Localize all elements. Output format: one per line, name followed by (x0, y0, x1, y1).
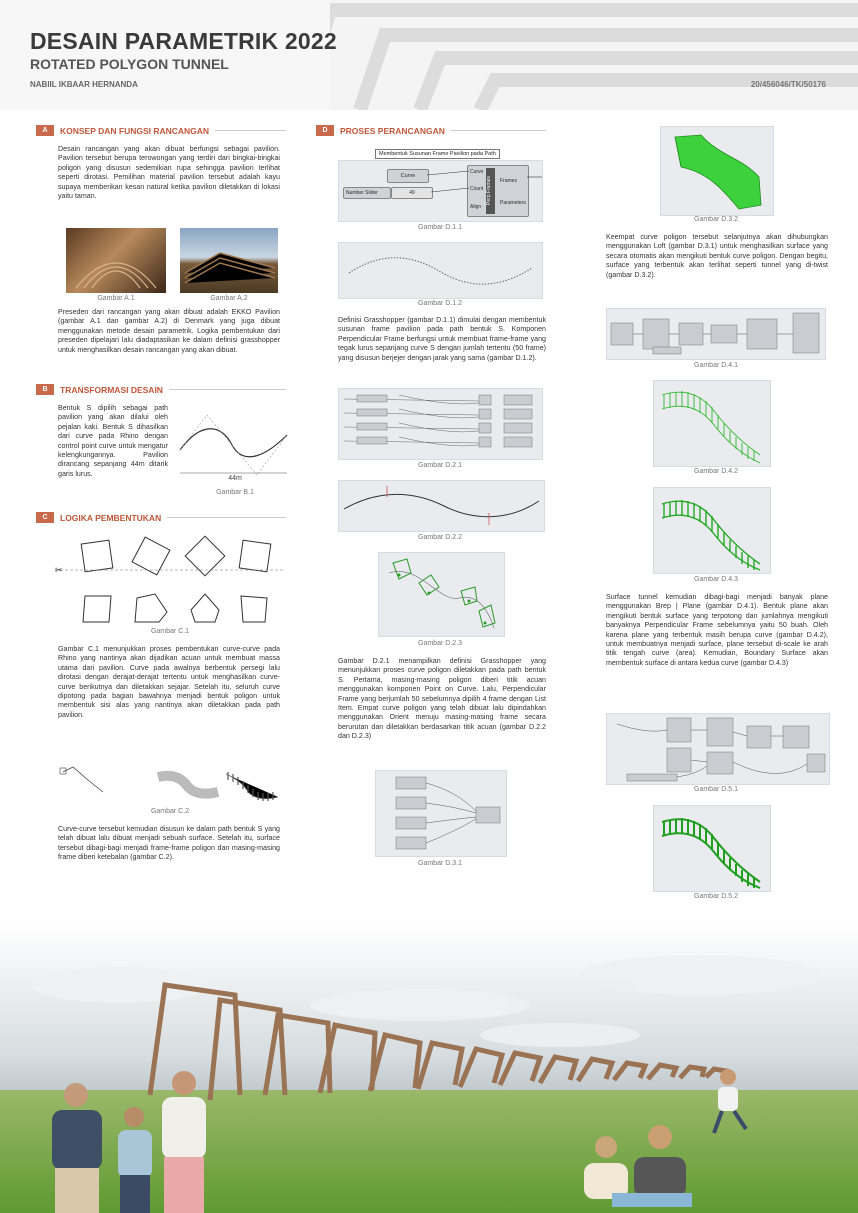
polygons-on-path-d23 (378, 552, 505, 637)
section-d-badge: D (316, 125, 334, 136)
dimension-label: 44m (228, 475, 242, 482)
section-d-paragraph-4: Surface tunnel kemudian dibagi-bagi menjadi banyak plane menggunakan Brep | Plane (gambar D.4.1). Bentuk plane akan mengikuti bentuk surface yang terpotong dan jumlahnya mengikuti banyaknya Perpendicular Frame sebelumnya yaitu 50 buah. Oleh karena plane yang terbentuk masih berupa curve (gambar D.4.2), untuk membuatnya menjadi surface, plane tersebut di-scale ke arah titik tengah curve (area). Kemudian, Boundary Surface akan membentuk surface di antara kedua curve (gambar D.4.3) (606, 593, 828, 667)
gh-slider-value: 49 (391, 187, 433, 199)
section-c-title: LOGIKA PEMBENTUKAN (60, 512, 162, 523)
caption-a1: Gambar A.1 (97, 295, 135, 302)
path-view-d22 (338, 480, 545, 532)
precedent-photo-a1 (66, 228, 166, 293)
grasshopper-definition-d51 (606, 713, 830, 785)
section-d-paragraph-3: Keempat curve poligon tersebut selanjutnya akan dihubungkan menggunakan Loft (gambar D.3.1) untuk menghasilkan surface yang secara otomatis akan mengikuti bentuk curve poligon. Dengan begitu, surface yang terbentuk akan terlihat seperti tunnel yang di-twist (gambar D.3.2). (606, 233, 828, 279)
caption-c1: Gambar C.1 (150, 628, 190, 635)
section-b-badge: B (36, 384, 54, 395)
gh-input-align: Align (470, 204, 482, 210)
section-d-paragraph-1: Definisi Grasshopper (gambar D.1.1) dimulai dengan membentuk susunan frame pavilion pada path bentuk S. Komponen Perpendicular Frame berfungsi untuk membuat frame-frame yang tegak lurus sepanjang curve S dengan jumlah tertentu (50 frame) yang disusun berjejer dengan jarak yang sama (gambar D.1.2). (338, 316, 546, 362)
caption-d42: Gambar D.4.2 (694, 468, 738, 475)
section-a-title: KONSEP DAN FUNGSI RANCANGAN (60, 125, 210, 136)
grasshopper-definition-d31 (375, 770, 507, 857)
gh-component-name: Perp Frames (486, 168, 495, 214)
section-c-badge: C (36, 512, 54, 523)
gh-input-curve: Curve (470, 169, 484, 175)
author-name: NABIIL IKBAAR HERNANDA (30, 80, 138, 89)
svg-text:✂: ✂ (55, 565, 63, 575)
page-subtitle: ROTATED POLYGON TUNNEL (30, 56, 229, 72)
caption-d23: Gambar D.2.3 (418, 640, 462, 647)
section-b-title: TRANSFORMASI DESAIN (60, 384, 163, 395)
precedent-photo-a2 (180, 228, 278, 293)
caption-d52: Gambar D.5.2 (694, 893, 738, 900)
caption-d32: Gambar D.3.2 (694, 216, 738, 223)
section-c-header (36, 512, 286, 523)
section-b-paragraph: Bentuk S dipilih sebagai path pavilion yang akan dilalui oleh pejalan kaki. Bentuk S dihasilkan dari curve pada Rhino dengan control point curve untuk mengatur kelengkungannya. Pavilion dirancang sepanjang 44m ditarik garis lurus. (58, 404, 168, 478)
section-a-paragraph-2: Preseden dari rancangan yang akan dibuat adalah EKKO Pavilion (gambar A.1 dan gambar A.2) di Denmark yang juga dibuat menggunakan metode desain parametrik. Logika pembentukan dari preseden dipelajari lalu diadaptasikan ke dalam definisi grasshopper untuk menghasilkan desain rancangan yang akan dibuat. (58, 308, 280, 354)
section-a-badge: A (36, 125, 54, 136)
grasshopper-definition-d41 (606, 308, 826, 360)
section-d-header (316, 125, 546, 136)
caption-a2: Gambar A.2 (210, 295, 248, 302)
caption-d43: Gambar D.4.3 (694, 576, 738, 583)
gh-output-frames: Frames (500, 178, 517, 184)
caption-d51: Gambar D.5.1 (694, 786, 738, 793)
caption-d12: Gambar D.1.2 (418, 300, 462, 307)
caption-d21: Gambar D.2.1 (418, 462, 462, 469)
gh-group-label: Membentuk Susunan Frame Pavilion pada Path (375, 149, 500, 159)
header-background (0, 0, 858, 110)
header-arch-graphic (0, 0, 858, 110)
site-render-image (0, 925, 858, 1213)
section-d-title: PROSES PERANCANGAN (340, 125, 445, 136)
gh-curve-param: Curve (387, 169, 429, 183)
curve-to-frame-diagram (58, 762, 283, 807)
section-a-header (36, 125, 286, 136)
lofted-surface-d32 (660, 126, 774, 216)
section-b-header (36, 384, 286, 395)
grasshopper-definition-d21 (338, 388, 543, 460)
caption-c2: Gambar C.2 (150, 808, 190, 815)
grasshopper-definition-d11 (338, 151, 543, 222)
caption-d31: Gambar D.3.1 (418, 860, 462, 867)
polygon-rotation-diagram (55, 530, 285, 630)
section-d-paragraph-2: Gambar D.2.1 menampilkan definisi Grasshopper yang menunjukkan proses curve poligon diletakkan pada path bentuk S. Pertama, masing-masing poligon diberi titik acuan menggunakan komponen Point on Curve. Lalu, Perpendicular Frame yang berjumlah 50 sebelumnya dipilih 4 frame dengan List Item. Empat curve poligon yang telah dibuat lalu dipindahkan menggunakan Orient menuju masing-masing frame secara berurutan dan diletakkan berdasarkan titik acuan (gambar D.2.2 dan D.2.3) (338, 657, 546, 741)
caption-d41: Gambar D.4.1 (694, 362, 738, 369)
section-c-paragraph-1: Gambar C.1 menunjukkan proses pembentukan curve-curve pada Rhino yang nantinya akan dijadikan acuan untuk membuat massa utama dari pavilion. Curve pada awalnya berbentuk persegi lalu dirotasi dengan derajat-derajat tertentu untuk menghasilkan curve-curve berikutnya dan diletakkan sejajar. Setelah itu, seluruh curve dipotong pada bagian bawahnya menjadi bentuk poligon untuk membentuk sisi alas yang nantinya akan diletakkan pada path pavilion. (58, 645, 280, 719)
page-title: DESAIN PARAMETRIK 2022 (30, 28, 337, 54)
section-c-paragraph-2: Curve-curve tersebut kemudian disusun ke dalam path bentuk S yang telah dibuat lalu dibuat menjadi sebuah surface. Setelah itu, surface tersebut dibagi-bagi menjadi frame-frame poligon dan masing-masing frame diberi ketebalan (gambar C.2). (58, 825, 280, 862)
gh-input-count: Count (470, 186, 484, 192)
caption-d22: Gambar D.2.2 (418, 534, 462, 541)
boundary-surfaces-d43 (653, 487, 771, 574)
caption-b1: Gambar B.1 (216, 489, 254, 496)
gh-output-parameters: Parameters (500, 200, 526, 206)
section-a-paragraph-1: Desain rancangan yang akan dibuat berfungsi sebagai pavilion. Pavilion tersebut berupa terowongan yang terdiri dari bingkai-bingkai poligon yang disusun sedemikian rupa sehingga pavilion terlihat seperti dirotasi. Pemilihan material pavilion tersebut adalah kayu supaya memberikan kesan natural ketika pavilion diletakkan di lokasi yaitu taman. (58, 145, 280, 201)
frames-on-path-d12 (338, 242, 543, 299)
plane-curves-d42 (653, 380, 771, 467)
student-id: 20/456046/TK/50176 (750, 80, 826, 89)
gh-number-slider: Number Slider (343, 187, 391, 199)
caption-d11: Gambar D.1.1 (418, 224, 462, 231)
final-model-d52 (653, 805, 771, 892)
